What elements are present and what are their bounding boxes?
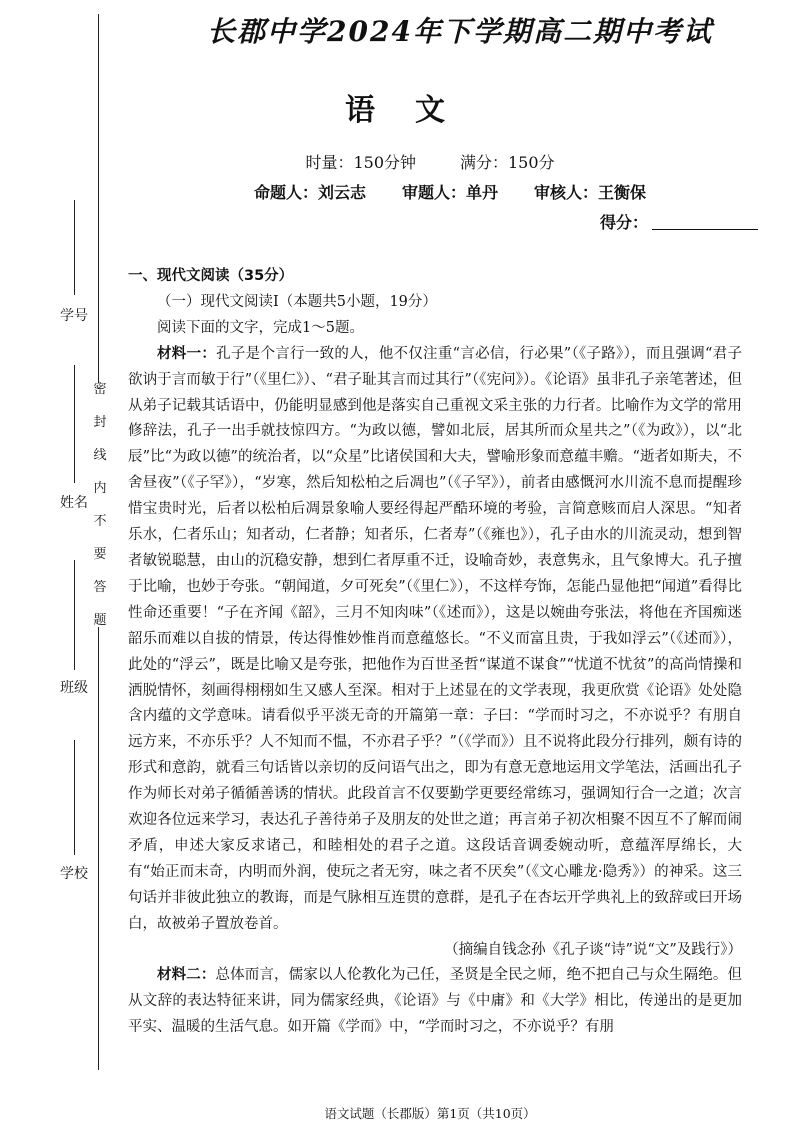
subject-title: 语文 xyxy=(345,93,485,128)
exam-title: 长郡中学2024年下学期高二期中考试 xyxy=(207,15,713,48)
score-blank[interactable] xyxy=(652,229,758,230)
material-2 xyxy=(128,963,742,1041)
material-1-label: 材料一： xyxy=(157,345,217,362)
full-score: 满分：150分 xyxy=(460,153,555,172)
reviewer: 审题人：单丹 xyxy=(401,183,498,202)
class-label: 班级 xyxy=(60,680,88,696)
material-1-text: 孔子是个言行一致的人，他不仅注重“言必信，行必果”（《子路》），而且强调“君子欲讷于言而敏于行”（《里仁》）、“君子耻其言而过其行”（《宪问》）。《论语》虽非孔子亲笔著述，但从弟子记载其话语中，仍能明显感到他是落实自己重视文采主张的力行者。比喻作为文学的常用修辞法，孔子一出手就技惊四方。“为政以德，譬如北辰，居其所而众星共之”（《为政》），以“北辰”比“为政以德”的统治者，以“众星”比诸侯国和大夫，譬喻形象而意蕴丰赡。“逝者如斯夫，不舍昼夜”（《子罕》），“岁寒，然后知松柏之后凋也”（《子罕》），前者由感慨河水川流不息而提醒珍惜宝贵时光，后者以松柏后凋景象喻人要经得起严酷环境的考验，言简意赅而启人深思。“知者乐水，仁者乐山；知者动，仁者静；知者乐，仁者寿”（《雍也》），孔子由水的川流灵动，想到智者敏锐聪慧，由山的沉稳安静，想到仁者厚重不迁，设喻奇妙，表意隽永，且气象博大。孔子擅于比喻，也妙于夸张。“朝闻道，夕可死矣”（《里仁》），不这样夸饰，怎能凸显他把“闻道”看得比性命还重要！“子在齐闻《韶》，三月不知肉味”（《述而》），这是以婉曲夸张法，将他在齐国痴迷韶乐而难以自拔的情景，传达得惟妙惟肖而意蕴悠长。“不义而富且贵，于我如浮云”（《述而》），此处的“浮云”，既是比喻又是夸张，把他作为百世圣哲“谋道不谋食”“忧道不忧贫”的高尚情操和洒脱情怀，刻画得栩栩如生又感人至深。相对于上述显在的文学表现，我更欣赏《论语》处处隐含内蕴的文学意味。请看似乎平淡无奇的开篇第一章：子曰：“学而时习之，不亦说乎？有朋自远方来，不亦乐乎？人不知而不愠，不亦君子乎？”（《学而》）且不说将此段分行排列，颇有诗的形式和意韵，就看三句话皆以亲切的反问语气出之，即为有意无意地运用文学笔法，活画出孔子作为师长对弟子循循善诱的情状。此段首言不仅要勤学更要经常练习，强调知行合一之道；次言欢迎各位远来学习，表达孔子善待弟子及朋友的处世之道；再言弟子初次相聚不因互不了解而闹矛盾，申述大家反求诸己，和睦相处的君子之道。这段话音调委婉动听，意蕴浑厚绵长，大有“始正而末奇，内明而外润，使玩之者无穷，味之者不厌矣”（《文心雕龙·隐秀》）的神采。这三句话并非彼此独立的教诲，而是气脉相互连贯的意群，是孔子在杏坛开学典礼上的致辞或曰开场白，故被弟子置放卷首。 xyxy=(128,345,742,932)
seal-char: 题 xyxy=(93,613,107,628)
seal-line-notice xyxy=(91,383,109,627)
seal-char: 不 xyxy=(93,514,107,529)
reading-section xyxy=(128,264,742,1041)
checker: 审核人：王衡保 xyxy=(534,183,647,202)
exam-meta xyxy=(0,150,800,173)
student-id-label: 学号 xyxy=(60,308,88,324)
instruction: 阅读下面的文字，完成1～5题。 xyxy=(157,319,364,336)
time-limit: 时量：150分钟 xyxy=(305,153,416,172)
exam-staff xyxy=(0,180,800,203)
page-footer: 语文试题（长郡版）第1页（共10页） xyxy=(324,1106,536,1121)
name-label: 姓名 xyxy=(60,495,88,511)
material-1-source: （摘编自钱念孙《孔子谈“诗”说“文”及践行》） xyxy=(444,941,742,958)
seal-char: 要 xyxy=(93,547,107,562)
seal-char: 线 xyxy=(93,448,107,463)
seal-char: 答 xyxy=(93,580,107,595)
seal-char: 密 xyxy=(93,382,107,397)
seal-char: 内 xyxy=(93,481,107,496)
material-2-text: 总体而言，儒家以人伦教化为己任，圣贤是全民之师，绝不把自己与众生隔绝。但从文辞的表达特征来讲，同为儒家经典，《论语》与《中庸》和《大学》相比，传递出的是更加平实、温暖的生活气息。如开篇《学而》中，“学而时习之，不亦说乎？有朋 xyxy=(128,967,742,1036)
section-heading: 一、现代文阅读（35分） xyxy=(128,268,294,284)
class-field[interactable] xyxy=(60,560,88,725)
school-label: 学校 xyxy=(60,866,88,882)
score-label: 得分： xyxy=(600,213,649,232)
score-field[interactable] xyxy=(600,210,758,233)
student-id-field[interactable] xyxy=(60,200,88,350)
school-field[interactable] xyxy=(60,740,88,910)
name-field[interactable] xyxy=(60,365,88,545)
setter: 命题人：刘云志 xyxy=(253,183,366,202)
material-1 xyxy=(128,342,742,938)
material-2-label: 材料二： xyxy=(157,967,216,984)
seal-char: 封 xyxy=(93,415,107,430)
sub-heading: （一）现代文阅读Ⅰ（本题共5小题，19分） xyxy=(157,293,437,310)
